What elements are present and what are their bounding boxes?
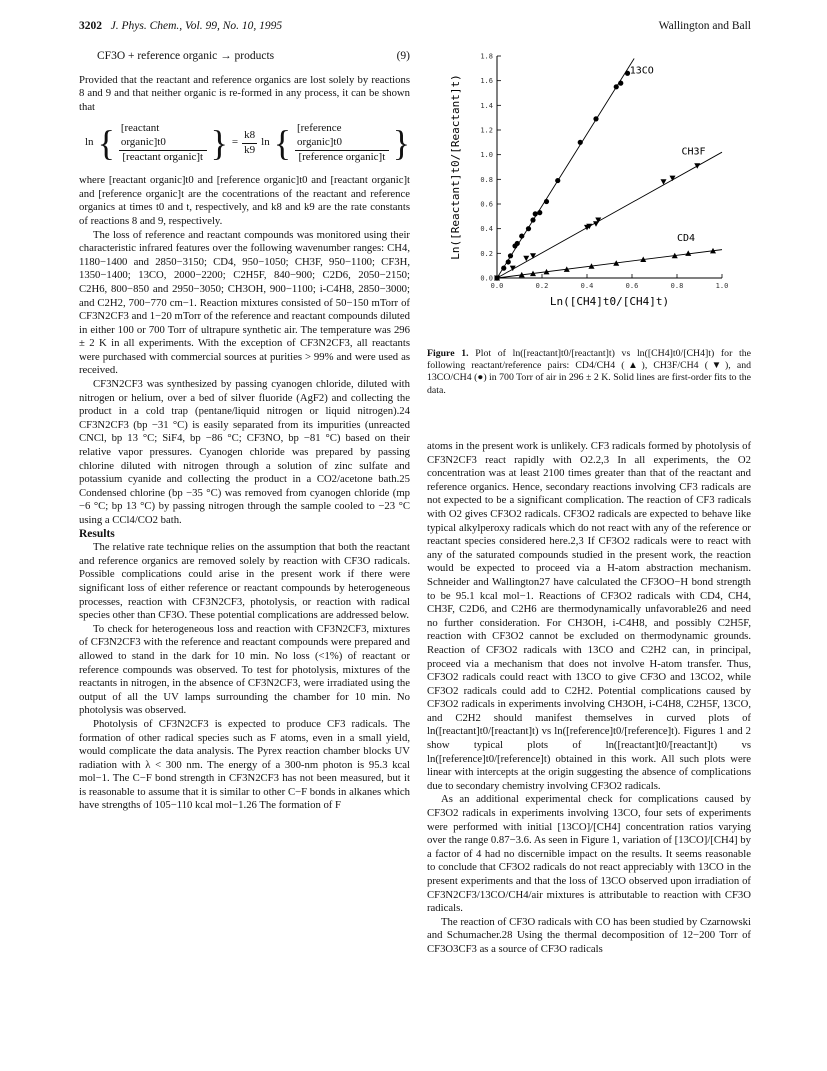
y-tick-label: 1.6 bbox=[480, 77, 493, 86]
rate-ratio bbox=[242, 129, 257, 157]
paragraph: As an additional experimental check for complications caused by CF3O2 radicals in experiments involving 13CO, four sets of experiments were performed with initial [13CO]/[CH4] concentration ratios varying over the range 0.87−3.6. As seen in Figure 1, variation of [13CO]/[CH4] by a factor of 4 had no discernible impact on the results. It seems reasonable to conclude that CF3O2 radicals do not react appreciably with 13CO in the present experiments and that the loss of 13CO observed upon irradiation of CF3N2CF3/13CO/CH4/air mixtures is attributable to reaction with CF3O radicals. bbox=[427, 793, 751, 915]
paragraph: Photolysis of CF3N2CF3 is expected to produce CF3 radicals. The formation of other radical species such as F atoms, even in a small yield, would complicate the data analysis. The Pyrex reaction chamber blocks UV radiation with λ < 300 nm. The energy of a 300-nm photon is 95.3 kcal mol−1. The C−F bond strength in CF3N2CF3 has not been measured, but it is reasonable to assume that it is similar to other C−F bonds in alkanes which have strengths of 105−110 kcal mol−1.26 The formation of F bbox=[79, 717, 410, 812]
x-tick-label: 1.0 bbox=[715, 282, 729, 290]
reaction-9 bbox=[79, 50, 410, 64]
data-point-triangle-up bbox=[685, 250, 691, 256]
rate-equation bbox=[85, 122, 410, 164]
figure-1 bbox=[427, 50, 757, 340]
data-point-circle bbox=[537, 210, 542, 215]
y-axis-label: Ln([Reactant]t0/[Reactant]t) bbox=[449, 74, 462, 260]
x-axis-label: Ln([CH4]t0/[CH4]t) bbox=[549, 295, 670, 308]
x-tick-label: 0.4 bbox=[580, 282, 594, 290]
data-point-circle bbox=[519, 233, 524, 238]
y-tick-label: 0.2 bbox=[480, 249, 493, 258]
running-header bbox=[79, 20, 751, 36]
left-column bbox=[79, 42, 410, 813]
data-point-circle bbox=[593, 116, 598, 121]
page-number: 3202 bbox=[79, 20, 102, 32]
y-tick-label: 0.4 bbox=[480, 225, 493, 234]
journal-citation: J. Phys. Chem., Vol. 99, No. 10, 1995 bbox=[110, 20, 283, 32]
running-authors: Wallington and Ball bbox=[658, 20, 751, 32]
reaction-equation: CF3O + reference organic → products bbox=[97, 50, 275, 62]
y-tick-label: 1.8 bbox=[480, 52, 493, 61]
paragraph: To check for heterogeneous loss and reaction with CF3N2CF3, mixtures of CF3N2CF3 with the reference and reactant compounds were prepared and allowed to stand in the dark for 10 min. No loss (<1%) of reactant or reference compounds was observed. To test for photolysis, mixtures of the reactants in nitrogen, in the absence of CF3N2CF3, were irradiated using the output of all the UV lamps surrounding the chamber for 10 min. No photolysis was observed. bbox=[79, 622, 410, 717]
equals-sign: = bbox=[231, 136, 239, 149]
right-brace: } bbox=[210, 123, 228, 164]
left-brace: { bbox=[97, 123, 115, 164]
paragraph: CF3N2CF3 was synthesized by passing cyanogen chloride, diluted with nitrogen or helium, over a bed of silver fluoride (AgF2) and collecting the product in a cold trap (pentane/liquid nitrogen or liquid nitrogen).24 CF3N2CF3 (bp −31 °C) is easily separated from its impurities (unreacted CNCl, bp 13 °C; SiF4, bp −86 °C; CF3NO, bp −81 °C) based on their relative vapor pressures. Cyanogen chloride was prepared by passing chlorine diluted with nitrogen through a solution of zinc sulfate and potassium cyanide and collecting the product in a CO2/acetone bath.25 Condensed chlorine (bp −35 °C) was removed from cyanogen chloride (mp −6 °C; bp 13 °C) by passing nitrogen through the sample cooled to −23 °C using a CCl4/CO2 bath. bbox=[79, 378, 410, 526]
data-point-circle bbox=[515, 241, 520, 246]
y-tick-label: 1.4 bbox=[480, 101, 493, 110]
paragraph: where [reactant organic]t0 and [reference organic]t0 and [reactant organic]t and [reference organic]t are the cocentrations of the reactant and reference organics at times t0 and t, respectively, and k8 and k9 are the rate constants of reactions 8 and 9, respectively. bbox=[79, 174, 410, 227]
data-point-circle bbox=[508, 253, 513, 258]
data-point-circle bbox=[555, 178, 560, 183]
data-point-circle bbox=[578, 140, 583, 145]
rhs-numerator: [reference organic]t0 bbox=[295, 122, 389, 150]
paragraph: The reaction of CF3O radicals with CO has been studied by Czarnowski and Schumacher.28 Using the thermal decomposition of 12−200 Torr of CF3O3CF3 as a source of CF3O radicals bbox=[427, 915, 751, 955]
ratio-numerator: k8 bbox=[242, 129, 257, 144]
paragraph: The loss of reference and reactant compounds was monitored using their characteristic infrared features over the following wavenumber ranges: CH4, 1180−1400 and 2850−3150; CD4, 950−1050; CH3F, 950−1100; CF3H, 1350−1400; 13CO, 2000−2200; C2H5F, 840−900; C2D6, 2050−2150; C2H6, 800−850 and 2950−3050; CH3OH, 900−1100; i-C4H8, 2850−3000; and C2H2, 700−770 cm−1. Reaction mixtures consisted of 50−150 mTorr of CF3N2CF3 and 1−20 mTorr of the reference and reactant compounds diluted in either 100 or 700 Torr of ultrapure synthetic air. The temperature was 296 ± 2 K in all experiments. With the exception of CF3N2CF3, all reactants were purchased with commercial sources at purities > 99% and were used as received. bbox=[79, 228, 410, 377]
rhs-denominator: [reference organic]t bbox=[298, 150, 386, 163]
series-label: 13CO bbox=[629, 65, 654, 77]
paragraph: Provided that the reactant and reference organics are lost solely by reactions 8 and 9 and that neither organic is re-formed in any process, it can be shown that bbox=[79, 73, 410, 113]
data-point-circle bbox=[618, 81, 623, 86]
data-point-circle bbox=[614, 84, 619, 89]
ln-symbol-rhs: ln bbox=[261, 136, 270, 149]
ln-symbol: ln bbox=[85, 136, 94, 149]
data-point-circle bbox=[533, 211, 538, 216]
y-tick-label: 0.8 bbox=[480, 175, 493, 184]
paragraph: The relative rate technique relies on the assumption that both the reactant and reference organics are removed solely by reaction with CF3O radicals. Possible complications could arise in the present work if there were significant loss of either reference or reactant compounds by heterogeneous processes, reaction with CF3N2CF3, photolysis, or reaction with radical species other than CF3O. These potential complications are addressed below. bbox=[79, 541, 410, 622]
paragraph: atoms in the present work is unlikely. CF3 radicals formed by photolysis of CF3N2CF3 react rapidly with O2.2,3 In all experiments, the O2 concentration was at least 2100 times greater than that of the reactant and reference organics. Hence, secondary reactions involving CF3 radicals are not expected to be a significant complication. The reaction of CF3 radicals with O2 gives CF3O2 radicals. CF3O2 radicals are expected to behave like typical alkylperoxy radicals which do not react with any of the reference or reactant species considered here.2,3 If CF3O2 radicals were to react with any of the saturated compounds studied in the present work, the reaction would be expected to proceed via a H-atom abstraction mechanism. Schneider and Wallington27 have calculated the CF3OO−H bond strength to be 95.1 kcal mol−1. Reactions of CF3O2 radicals with CD4, CH4, CH3F, C2D6, and C2H6 are thermodynamically unfavorable26 and need no further consideration. For CH3OH, i-C4H8, and possibly C2H5F, reaction with CF3O2 cannot be excluded on thermodynamic grounds. Reaction of CF3O2 radicals with 13CO and C2H2 can, in principal, proceed via a mechanism that does not involve H-atom transfer. Thus, CF3O2 radicals could react with 13CO to give CF3O and 13CO2, while CF3O2 radicals could add to C2H2. Potential complications caused by CF3O2 radicals in experiments involving CH3OH, i-C4H8, C2H5F, 13CO, and C2H2 should manifest themselves in curved plots of ln([reactant]t0/[reactant]t) vs ln([reference]t0/[reference]t). Figures 1 and 2 show typical plots of ln([reactant]t0/[reactant]t) vs ln([reference]t0/[reference]t) obtained in this work. All such plots were linear with intercepts at the origin suggesting the absence of complications due to secondary chemistry involving CF3O2 radicals. bbox=[427, 440, 751, 792]
caption-text: Plot of ln([reactant]t0/[reactant]t) vs ln([CH4]t0/[CH4]t) for the following reactant/reference pairs: CD4/CH4 (▲), CH3F/CH4 (▼), and 13CO/CH4 (●) in 700 Torr of air in 296 ± 2 K. Solid lines are first-order fits to the data. bbox=[427, 348, 751, 396]
x-tick-label: 0.8 bbox=[670, 282, 684, 290]
lhs-numerator: [reactant organic]t0 bbox=[119, 122, 207, 150]
data-point-circle bbox=[544, 199, 549, 204]
x-tick-label: 0.0 bbox=[490, 282, 504, 290]
right-column bbox=[427, 440, 751, 957]
data-point-circle bbox=[526, 226, 531, 231]
lhs-denominator: [reactant organic]t bbox=[122, 150, 204, 163]
data-point-circle bbox=[530, 217, 535, 222]
y-tick-label: 0.6 bbox=[480, 200, 493, 209]
section-heading-results: Results bbox=[79, 527, 115, 540]
data-point-triangle-down bbox=[694, 163, 700, 169]
data-point-circle bbox=[501, 266, 506, 271]
fit-line-triangle-down bbox=[497, 152, 722, 278]
y-tick-label: 0.0 bbox=[480, 274, 493, 283]
right-brace-rhs: } bbox=[392, 123, 410, 164]
x-tick-label: 0.6 bbox=[625, 282, 639, 290]
figure-1-plot bbox=[427, 50, 757, 340]
ratio-denominator: k9 bbox=[244, 143, 256, 156]
x-tick-label: 0.2 bbox=[535, 282, 549, 290]
y-tick-label: 1.0 bbox=[480, 151, 493, 160]
reaction-number: (9) bbox=[396, 50, 410, 62]
series-label: CD4 bbox=[677, 233, 696, 244]
lhs-fraction bbox=[119, 122, 207, 164]
data-point-triangle-down bbox=[530, 253, 536, 258]
left-brace-rhs: { bbox=[273, 123, 291, 164]
rhs-fraction bbox=[295, 122, 389, 164]
caption-label: Figure 1. bbox=[427, 348, 469, 359]
series-label: CH3F bbox=[681, 146, 706, 158]
figure-1-caption bbox=[427, 348, 751, 397]
data-point-circle bbox=[506, 259, 511, 264]
y-tick-label: 1.2 bbox=[480, 126, 493, 135]
